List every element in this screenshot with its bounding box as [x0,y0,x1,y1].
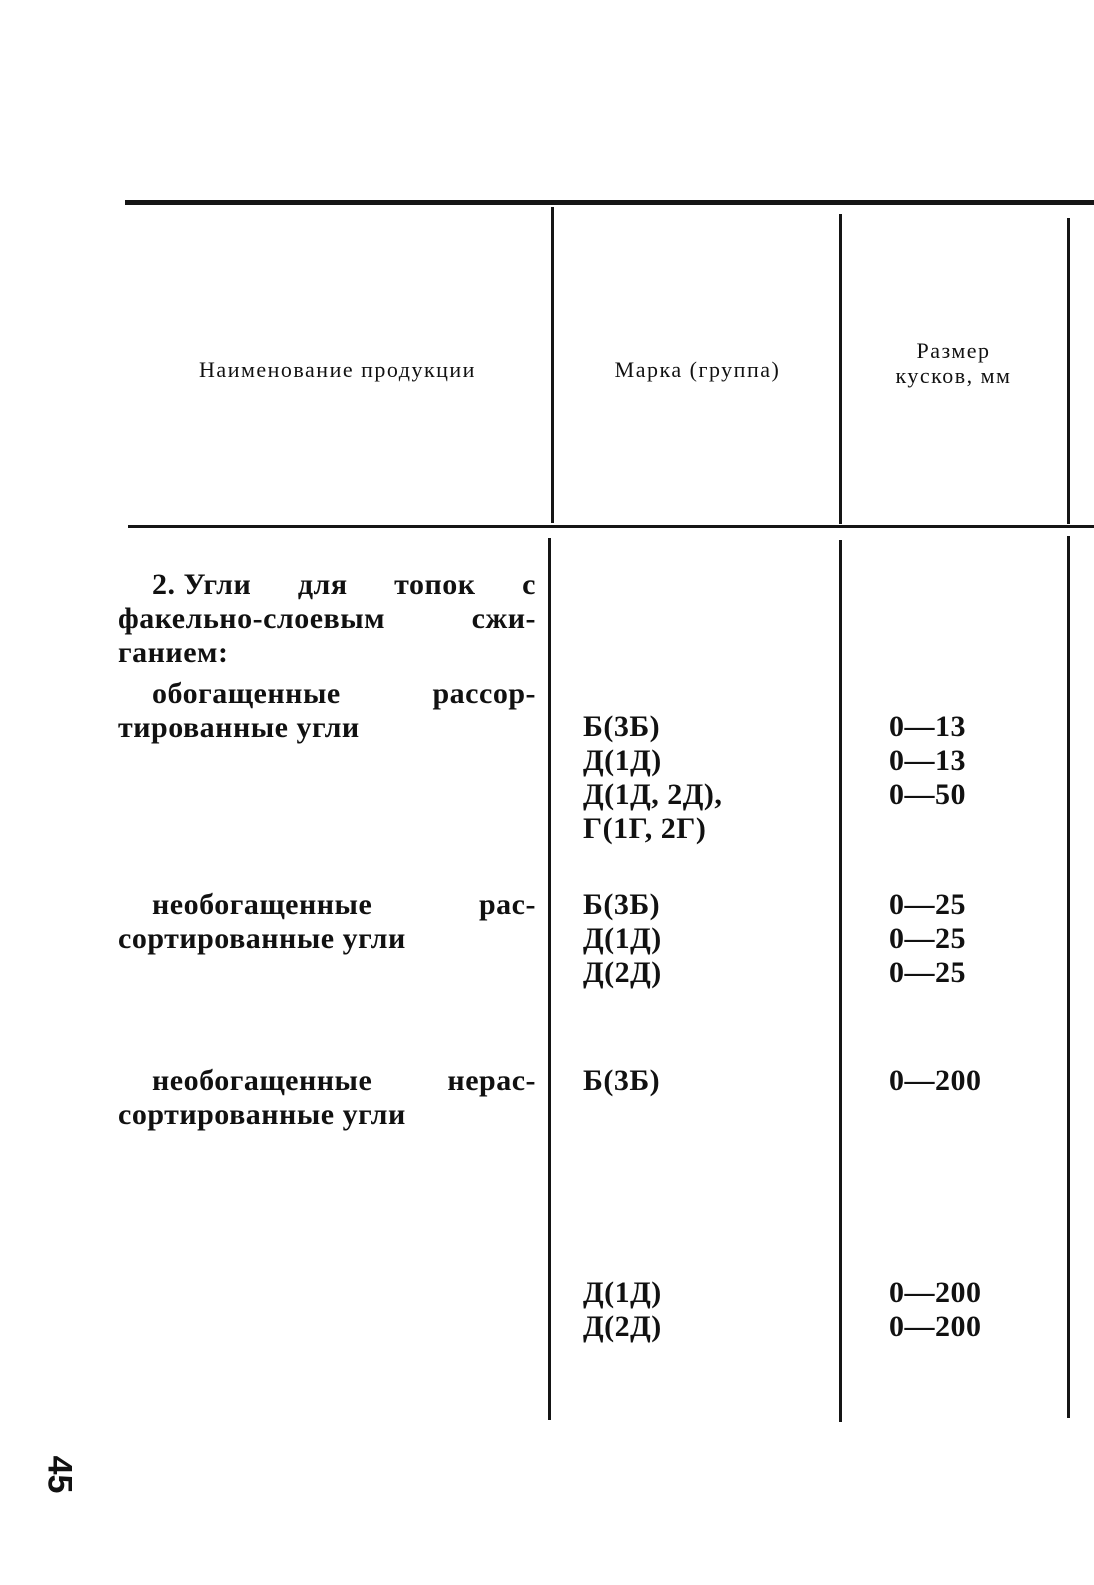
group-name-line [118,677,536,711]
group-name-word: необогащенные [152,888,373,921]
group-name-line [118,1064,536,1098]
col-separator-1-header [551,207,554,523]
size-cell [889,710,966,812]
section-title-line1 [118,568,536,602]
size-cell [889,1276,982,1344]
group-name-line: сортированные угли [118,922,406,955]
header-size [846,338,1061,388]
group-name [118,1064,536,1132]
header-product-name: Наименование продукции [199,357,476,382]
size-cell [889,888,966,990]
group-name-line: сортированные угли [118,1098,406,1131]
grade-value: Д(2Д) [583,956,662,989]
group-name-line: тированные угли [118,711,360,744]
grade-value: Д(1Д, 2Д), [583,778,723,811]
col-separator-3-header [1067,218,1070,524]
size-value: 0—25 [889,888,966,921]
top-rule [125,200,1094,205]
size-value: 0—200 [889,1276,982,1309]
size-value: 0—13 [889,710,966,743]
grade-value: Д(1Д) [583,922,662,955]
size-cell [889,1064,982,1098]
size-value: 0—25 [889,956,966,989]
group-name-word: необогащенные [152,1064,373,1097]
group-name-line [118,888,536,922]
section-title-word: факельно-слоевым [118,602,386,635]
grade-value: Д(1Д) [583,1276,662,1309]
grade-value: Б(3Б) [583,1064,661,1097]
grade-cell [583,710,722,846]
grade-value: Б(3Б) [583,888,661,921]
grade-cell [583,1064,660,1098]
group-name-word: рас- [479,888,536,921]
header-size-line2: кусков, мм [895,363,1012,388]
header-bottom-rule [128,525,1094,528]
grade-value: Б(3Б) [583,710,661,743]
group-name-word: нерас- [447,1064,536,1097]
size-value: 0—200 [889,1310,982,1343]
section-title-line3: ганием: [118,636,229,669]
section-title-line2 [118,602,536,636]
section-title-word: для [297,568,348,601]
grade-cell [583,1276,662,1344]
col-separator-2-header [839,214,842,524]
group-name-word: обогащенные [152,677,341,710]
col-separator-1-body [548,538,551,1420]
size-value: 0—25 [889,922,966,955]
grade-cell [583,888,662,990]
section-title-word: 2. Угли [152,568,252,601]
header-size-line1: Размер [916,338,991,363]
section-title-word: сжи- [471,602,536,635]
section-title-word: топок [394,568,476,601]
col-separator-3-body [1067,536,1070,1418]
col-separator-2-body [839,540,842,1422]
size-value: 0—13 [889,744,966,777]
page-number: 45 [40,1455,79,1494]
grade-value: Д(2Д) [583,1310,662,1343]
header-grade: Марка (группа) [614,357,781,382]
size-value: 0—200 [889,1064,982,1097]
grade-value: Д(1Д) [583,744,662,777]
group-name-word: рассор- [432,677,536,710]
size-value: 0—50 [889,778,966,811]
group-name [118,677,536,745]
section-title-word: с [522,568,536,601]
group-name [118,888,536,956]
section-title [118,568,536,670]
grade-value: Г(1Г, 2Г) [583,812,707,845]
